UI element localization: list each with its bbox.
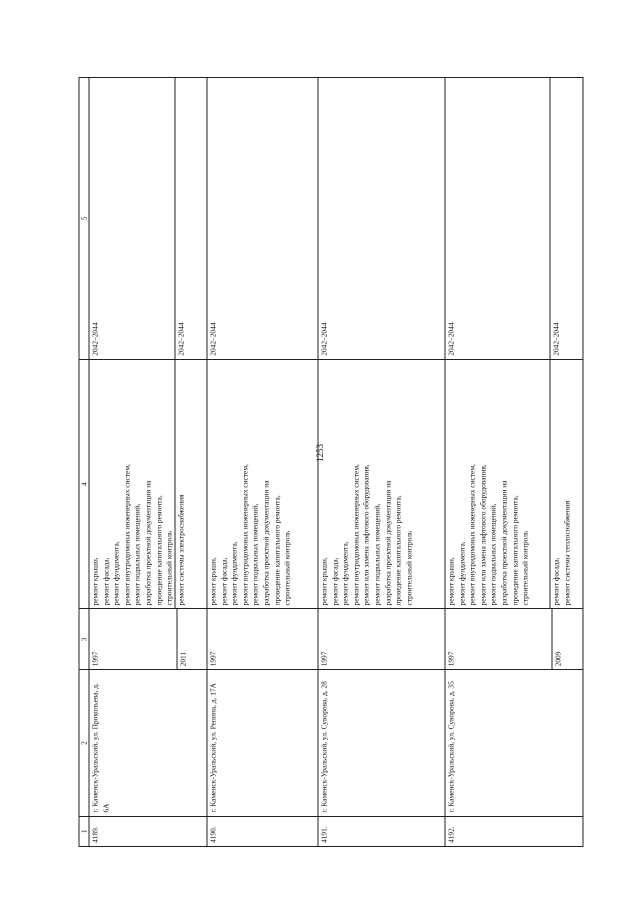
works-list xyxy=(549,360,573,609)
work-item: ремонт фундамента, xyxy=(456,541,466,606)
row-number: 4190. xyxy=(207,816,318,846)
work-item: проведение капитального ремонта, xyxy=(509,495,519,606)
row-address: г. Каменск-Уральский, ул. Суворова, д. 28 xyxy=(318,670,445,816)
work-item: строительный контроль xyxy=(282,530,292,606)
header-cell-4: 4 xyxy=(79,359,89,609)
row-number: 4192. xyxy=(445,816,583,846)
work-item: проведение капитального ремонта, xyxy=(271,495,281,606)
year-built: 1997 xyxy=(90,651,99,667)
period-cell xyxy=(445,78,583,360)
work-item: ремонт подвальных помещений, xyxy=(371,503,381,606)
work-item: ремонт или замена лифтового оборудования, xyxy=(477,464,487,606)
year-built: 1997 xyxy=(318,609,445,670)
work-item: ремонт подвальных помещений, xyxy=(132,503,142,606)
work-item: разработка проектной документации на xyxy=(498,480,508,606)
header-row xyxy=(79,78,89,847)
work-item: проведение капитального ремонта, xyxy=(393,495,403,606)
works-cell xyxy=(318,359,445,609)
work-item: ремонт крыши, xyxy=(319,557,328,606)
header-cell-5: 5 xyxy=(79,78,89,360)
work-item: ремонт крыши, xyxy=(208,557,217,606)
work-item: ремонт крыши, xyxy=(90,557,99,606)
works-cell xyxy=(445,359,583,609)
works-cell xyxy=(207,359,318,609)
works-cell xyxy=(89,359,207,609)
work-item: ремонт подвальных помещений, xyxy=(250,503,260,606)
row-address: г. Каменск-Уральский, ул. Прокопьева, д. 6А xyxy=(89,670,207,816)
work-item: разработка проектной документации на xyxy=(260,480,270,606)
work-item: строительный контроль xyxy=(164,530,174,606)
work-item: ремонт системы электроснабжения xyxy=(176,494,185,606)
row-address: г. Каменск-Уральский, ул. Суворова, д. 35 xyxy=(445,670,583,816)
work-item: ремонт внутридомовых инженерных систем, xyxy=(350,464,360,606)
work-item: ремонт системы теплоснабжения xyxy=(561,500,571,606)
table-row xyxy=(445,78,583,847)
year-built: 2011 xyxy=(176,609,190,669)
year-built: 2009 xyxy=(551,609,565,669)
work-item: ремонт крыши, xyxy=(446,557,455,606)
repair-period: 2042–2044 xyxy=(207,78,318,360)
header-cell-3: 3 xyxy=(79,609,89,670)
work-item: ремонт или замена лифтового оборудования, xyxy=(361,464,371,606)
work-item: ремонт внутридомовых инженерных систем, xyxy=(239,464,249,606)
table-row xyxy=(318,78,445,847)
table-row xyxy=(89,78,207,847)
header-cell-2: 2 xyxy=(79,670,89,816)
period-cell xyxy=(89,78,207,360)
work-item: ремонт подвальных помещений, xyxy=(488,503,498,606)
work-item: проведение капитального ремонта, xyxy=(153,495,163,606)
work-item: ремонт фасада, xyxy=(551,557,560,606)
row-number: 4191. xyxy=(318,816,445,846)
repair-period: 2042–2044 xyxy=(318,78,445,360)
year-built-cell xyxy=(445,609,583,670)
works-list xyxy=(445,360,549,609)
header-cell-1: 1 xyxy=(79,816,89,846)
year-built: 1997 xyxy=(446,651,455,667)
work-item: разработка проектной документации на xyxy=(142,480,152,606)
repair-schedule-table xyxy=(78,77,583,847)
work-item: ремонт фасада, xyxy=(329,557,339,606)
year-built: 1997 xyxy=(207,609,318,670)
repair-period: 2042–2044 xyxy=(549,78,563,359)
work-item: ремонт фасада, xyxy=(218,557,228,606)
work-item: разработка проектной документации на xyxy=(382,480,392,606)
repair-period: 2042–2044 xyxy=(174,78,188,359)
works-list xyxy=(174,360,188,609)
row-number: 4189. xyxy=(89,816,207,846)
work-item: ремонт фундамента, xyxy=(340,541,350,606)
year-built-cell xyxy=(89,609,207,670)
work-item: ремонт фундамента, xyxy=(111,541,121,606)
repair-period: 2042–2044 xyxy=(90,322,99,356)
repair-period: 2042–2044 xyxy=(446,322,455,356)
work-item: ремонт фундамента, xyxy=(229,541,239,606)
row-address: г. Каменск-Уральский, ул. Репина, д. 17А xyxy=(207,670,318,816)
table-row xyxy=(207,78,318,847)
works-list xyxy=(89,360,174,609)
page-number-text: 1253 xyxy=(315,444,325,462)
work-item: строительный контроль xyxy=(403,530,413,606)
work-item: строительный контроль xyxy=(520,530,530,606)
work-item: ремонт фасада, xyxy=(100,557,110,606)
work-item: ремонт внутридомовых инженерных систем, xyxy=(121,464,131,606)
work-item: ремонт внутридомовых инженерных систем, xyxy=(467,464,477,606)
